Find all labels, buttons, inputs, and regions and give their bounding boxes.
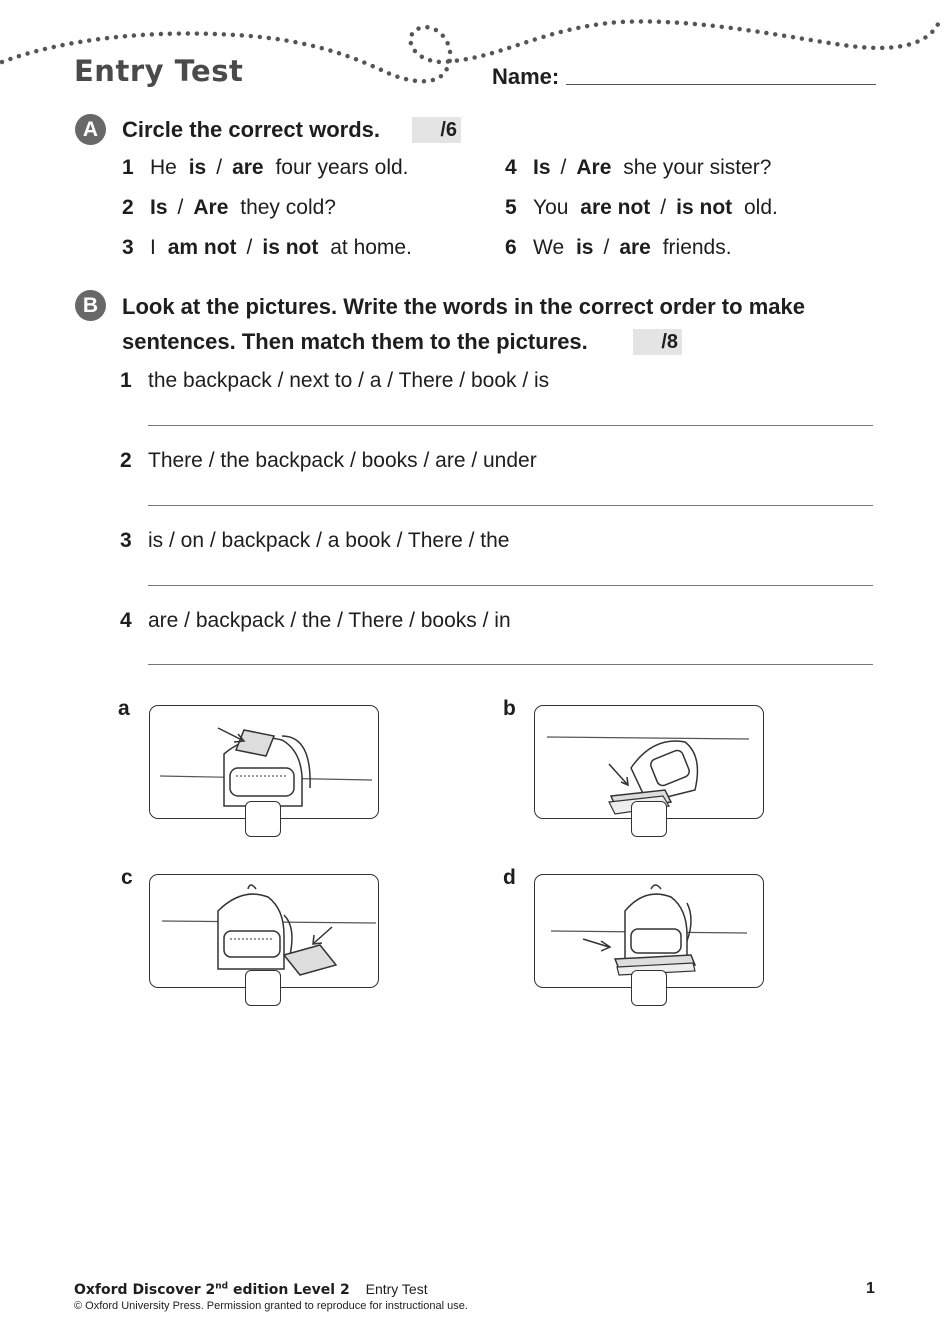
item-text: There / the backpack / books / are / under (148, 449, 537, 472)
answer-line-3[interactable] (148, 585, 873, 586)
item-pre: You (533, 196, 569, 219)
item-post: she your sister? (623, 156, 772, 179)
footer-brand-sup: nd (215, 1281, 229, 1292)
option-2[interactable]: are (232, 156, 264, 179)
option-2[interactable]: Are (193, 196, 229, 219)
answer-box-a[interactable] (245, 801, 281, 837)
item-post: four years old. (275, 156, 409, 179)
section-a-badge: A (75, 114, 106, 145)
answer-line-2[interactable] (148, 505, 873, 506)
item-post: old. (743, 196, 778, 219)
option-1[interactable]: are not (580, 196, 651, 219)
name-field[interactable] (566, 84, 876, 85)
option-1[interactable]: is (575, 236, 594, 259)
option-separator: / (560, 156, 567, 179)
section-a-score: /6 (412, 117, 461, 143)
section-b-instruction-line-1: Look at the pictures. Write the words in the correct order to make (122, 294, 805, 319)
answer-line-4[interactable] (148, 664, 873, 665)
option-separator: / (177, 196, 184, 219)
picture-d-label: d (503, 866, 516, 889)
item-number: 3 (122, 236, 134, 259)
item-number: 3 (120, 529, 132, 552)
item-pre: He (150, 156, 177, 179)
option-1[interactable]: Is (150, 196, 168, 219)
section-b-score: /8 (633, 329, 682, 355)
footer-copyright: © Oxford University Press. Permission granted to reproduce for instructional use. (74, 1300, 468, 1312)
option-separator: / (660, 196, 667, 219)
picture-b-label: b (503, 697, 516, 720)
exercise-a-item-1 (122, 154, 409, 182)
picture-a-label: a (118, 697, 130, 720)
exercise-b-item-1 (120, 367, 549, 395)
option-1[interactable]: Is (533, 156, 551, 179)
option-2[interactable]: is not (676, 196, 733, 219)
item-number: 2 (120, 449, 132, 472)
exercise-a-item-6 (505, 234, 732, 262)
exercise-a-item-4 (505, 154, 771, 182)
answer-box-b[interactable] (631, 801, 667, 837)
exercise-b-item-3 (120, 527, 509, 555)
option-2[interactable]: is not (262, 236, 319, 259)
option-separator: / (603, 236, 610, 259)
item-post: friends. (662, 236, 732, 259)
footer-brand: Oxford Discover 2 (74, 1282, 216, 1298)
answer-box-d[interactable] (631, 970, 667, 1006)
answer-box-c[interactable] (245, 970, 281, 1006)
item-text: is / on / backpack / a book / There / the (148, 529, 510, 552)
item-number: 1 (122, 156, 134, 179)
exercise-a-item-2 (122, 194, 336, 222)
item-pre: We (533, 236, 565, 259)
exercise-b-item-2 (120, 447, 537, 475)
exercise-b-item-4 (120, 607, 511, 635)
option-2[interactable]: Are (576, 156, 612, 179)
footer-section: Entry Test (365, 1281, 428, 1297)
item-text: the backpack / next to / a / There / book / is (148, 369, 550, 392)
item-number: 6 (505, 236, 517, 259)
item-post: at home. (330, 236, 412, 259)
item-number: 2 (122, 196, 134, 219)
footer-brand-rest: edition Level 2 (228, 1282, 350, 1298)
item-number: 1 (120, 369, 132, 392)
footer-book-info (74, 1281, 428, 1298)
picture-c-label: c (121, 866, 133, 889)
item-pre: I (150, 236, 156, 259)
page-number: 1 (866, 1280, 875, 1297)
item-number: 5 (505, 196, 517, 219)
section-a-instruction: Circle the correct words. (122, 117, 380, 142)
answer-line-1[interactable] (148, 425, 873, 426)
page-title: Entry Test (74, 54, 244, 88)
option-separator: / (246, 236, 253, 259)
option-1[interactable]: am not (167, 236, 237, 259)
option-1[interactable]: is (188, 156, 207, 179)
name-label: Name: (492, 64, 560, 89)
section-b-badge: B (75, 290, 106, 321)
option-2[interactable]: are (619, 236, 651, 259)
item-number: 4 (120, 609, 132, 632)
item-post: they cold? (240, 196, 336, 219)
exercise-a-item-3 (122, 234, 412, 262)
option-separator: / (216, 156, 223, 179)
item-number: 4 (505, 156, 517, 179)
section-b-instruction-line-2: sentences. Then match them to the pictures. (122, 329, 588, 354)
item-text: are / backpack / the / There / books / in (148, 609, 511, 632)
exercise-a-item-5 (505, 194, 778, 222)
